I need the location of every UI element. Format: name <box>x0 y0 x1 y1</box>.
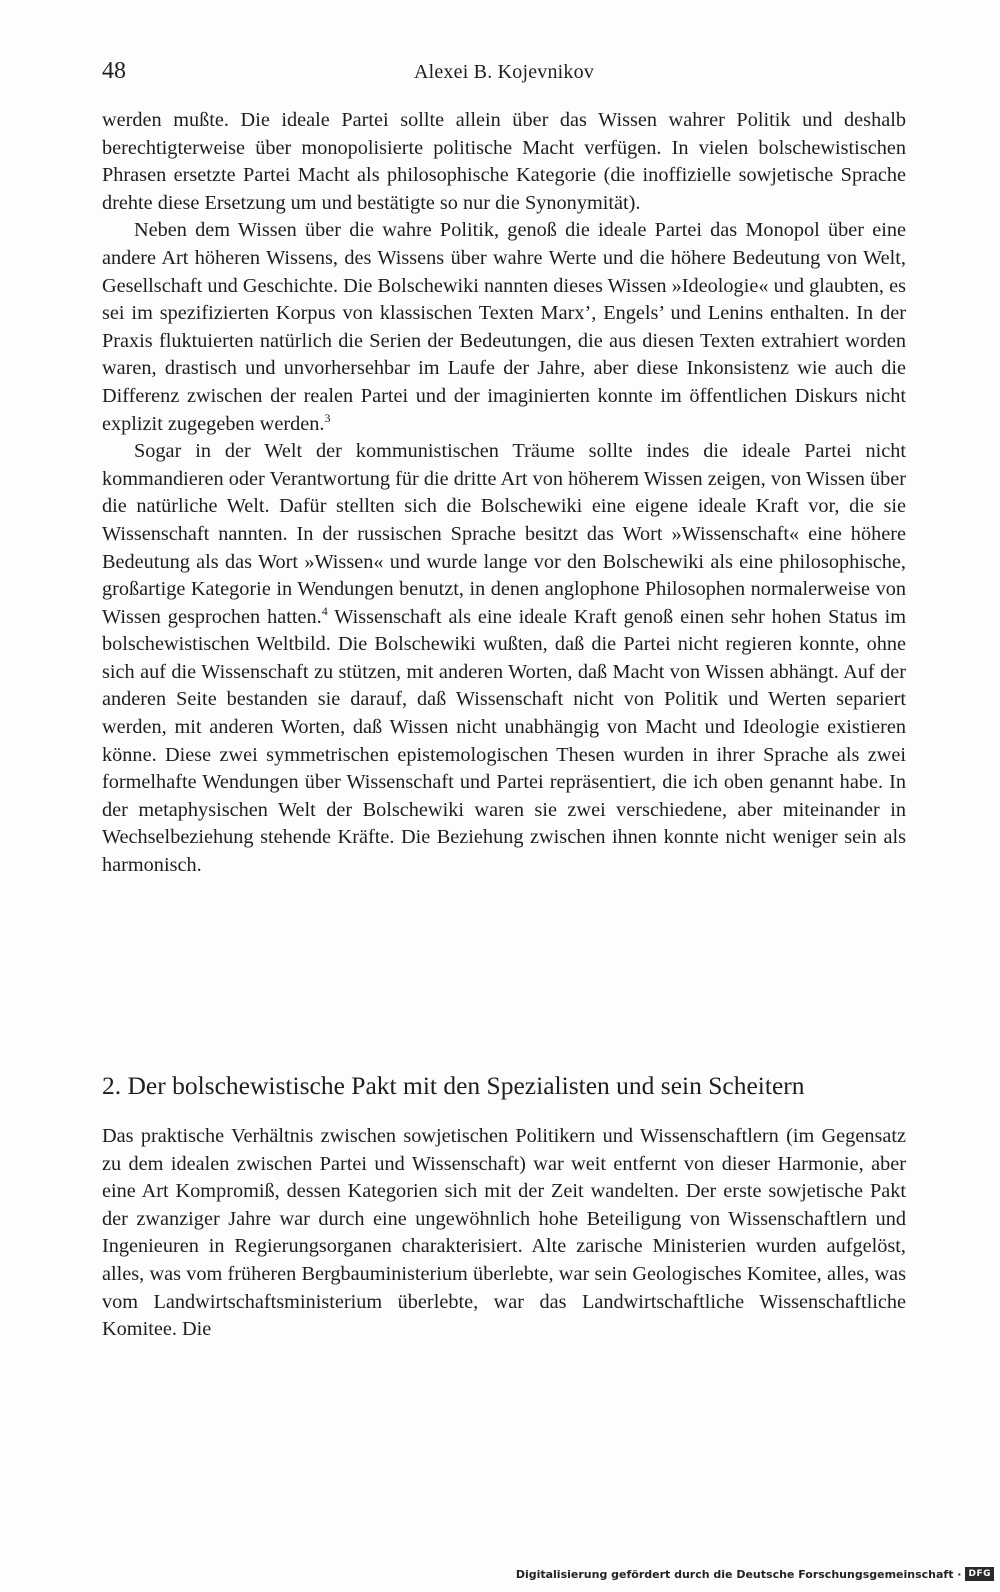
paragraph-1-text: werden mußte. Die ideale Partei sollte allein über das Wissen wahrer Politik und deshalb berechtigterweise über monopolisierte politische Macht verfügen. In vielen bolschewistischen Phrasen ersetzte Partei Macht als philosophische Kategorie (die inoffizielle sowjetische Sprache drehte diese Ersetzung um und bestätigte so nur die Synonymität). <box>102 109 906 214</box>
section-text <box>102 1123 906 1344</box>
paragraph-3-text-before: Sogar in der Welt der kommunistischen Träume sollte indes die ideale Partei nicht kommandieren oder Verantwortung für die dritte Art von höherem Wissen zeigen, von Wissen über die natürliche Welt. Dafür stellten sich die Bolschewiki eine eigene ideale Kraft vor, die sie Wissenschaft nannten. In der russischen Sprache besitzt das Wort »Wissenschaft« eine höhere Bedeutung als das Wort »Wissen« und wurde lange vor den Bolschewiki als eine philosophische, großartige Kategorie in Wendungen benutzt, in denen anglophone Philosophen normalerweise von Wissen gesprochen hatten. <box>102 440 906 628</box>
main-text <box>102 107 906 880</box>
section-paragraph: Das praktische Verhältnis zwischen sowjetischen Politikern und Wissenschaftlern (im Gegensatz zu dem idealen zwischen Partei und Wissenschaft) war weit entfernt von dieser Harmonie, aber eine Art Kompromiß, dessen Kategorien sich mit der Zeit wandelten. Der erste sowjetische Pakt der zwanziger Jahre war durch eine ungewöhnlich hohe Beteiligung von Wissenschaftlern und Ingenieuren in Regierungsorganen charakterisiert. Alte zarische Ministerien wurden aufgelöst, alles, was vom früheren Bergbauministerium überlebte, war sein Geologisches Komitee, alles, was vom Landwirtschaftsministerium überlebte, war das Landwirtschaftliche Wissenschaftliche Komitee. Die <box>102 1125 906 1341</box>
paragraph-2 <box>102 217 906 438</box>
footnote-marker-3: 3 <box>324 410 331 425</box>
section-heading: 2. Der bolschewistische Pakt mit den Spezialisten und sein Scheitern <box>102 1071 805 1100</box>
digitization-footer <box>516 1566 994 1582</box>
paragraph-1 <box>102 107 906 217</box>
paragraph-3-text-after: Wissenschaft als eine ideale Kraft genoß einen sehr hohen Status im bolschewistischen Weltbild. Die Bolschewiki wußten, daß die Partei nicht regieren konnte, ohne sich auf die Wissenschaft zu stützen, mit anderen Worten, daß Macht von Wissen abhängt. Auf der anderen Seite bestanden sie darauf, daß Wissenschaft nicht von Politik und Werten separiert werden, mit anderen Worten, daß Wissen nicht unabhängig von Macht und Ideologie existieren könne. Diese zwei symmetrischen epistemologischen Thesen wurden in ihrer Sprache als zwei formelhafte Wendungen über Wissenschaft und Partei repräsentiert, die ich oben genannt habe. In der metaphysischen Welt der Bolschewiki waren sie zwei verschiedene, aber miteinander in Wechselbeziehung stehende Kräfte. Die Beziehung zwischen ihnen konnte nicht weniger sein als harmonisch. <box>102 605 907 877</box>
page-number: 48 <box>102 58 126 84</box>
footer-credit: Digitalisierung gefördert durch die Deutsche Forschungsgemeinschaft · <box>515 1567 962 1581</box>
paragraph-2-text: Neben dem Wissen über die wahre Politik, genoß die ideale Partei das Monopol über eine andere Art höheren Wissens, des Wissens über wahre Werte und die höhere Bedeutung von Welt, Gesellschaft und Geschichte. Die Bolschewiki nannten dieses Wissen »Ideologie« und glaubten, es sei im spezifizierten Korpus von klassischen Texten Marx’, Engels’ und Lenins enthalten. In der Praxis fluktuierten natürlich die Serien der Bedeutungen, die aus diesen Texten extrahiert worden waren, drastisch und unvorhersehbar im Laufe der Jahre, aber diese Inkonsistenz wie auch die Differenz zwischen der realen Partei und der imaginierten konnte im öffentlichen Diskurs nicht explizit zugegeben werden. <box>102 219 906 435</box>
paragraph-3 <box>102 438 906 880</box>
dfg-logo: DFG <box>965 1567 994 1581</box>
running-head: Alexei B. Kojevnikov <box>413 61 595 83</box>
page-header <box>102 52 906 88</box>
footnote-marker-4: 4 <box>321 603 328 618</box>
